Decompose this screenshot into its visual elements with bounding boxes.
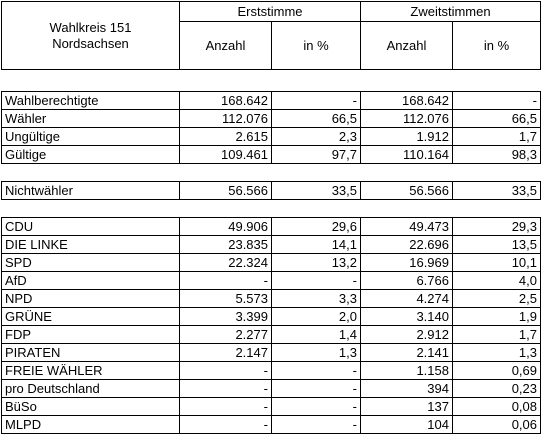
erst-percent: 14,1 bbox=[272, 236, 361, 254]
row-label: Nichtwähler bbox=[2, 182, 180, 200]
erst-percent: - bbox=[272, 380, 361, 398]
zweit-count: 110.164 bbox=[361, 146, 453, 164]
spacer-row bbox=[2, 164, 541, 182]
zweit-count: 137 bbox=[361, 398, 453, 416]
zweit-percent: 10,1 bbox=[453, 254, 541, 272]
group-header-erststimme: Erststimme bbox=[180, 2, 361, 22]
zweit-percent: 1,7 bbox=[453, 326, 541, 344]
zweit-count: 56.566 bbox=[361, 182, 453, 200]
zweit-percent: 2,5 bbox=[453, 290, 541, 308]
zweit-count: 6.766 bbox=[361, 272, 453, 290]
zweit-count: 112.076 bbox=[361, 110, 453, 128]
zweit-percent: 0,06 bbox=[453, 416, 541, 434]
erst-count: 49.906 bbox=[180, 218, 272, 236]
table-row bbox=[2, 92, 541, 110]
header-row-groups bbox=[2, 2, 541, 22]
table-row bbox=[2, 398, 541, 416]
erst-count: 2.277 bbox=[180, 326, 272, 344]
row-label: CDU bbox=[2, 218, 180, 236]
zweit-count: 1.158 bbox=[361, 362, 453, 380]
row-label: FREIE WÄHLER bbox=[2, 362, 180, 380]
erst-count: 5.573 bbox=[180, 290, 272, 308]
erst-percent: 3,3 bbox=[272, 290, 361, 308]
erst-count: 3.399 bbox=[180, 308, 272, 326]
election-results-table bbox=[1, 1, 541, 434]
table-row bbox=[2, 308, 541, 326]
zweit-percent: 0,23 bbox=[453, 380, 541, 398]
table-row bbox=[2, 254, 541, 272]
zweit-percent: - bbox=[453, 92, 541, 110]
erst-percent: 1,3 bbox=[272, 344, 361, 362]
erst-percent: - bbox=[272, 416, 361, 434]
constituency-title-line2: Nordsachsen bbox=[52, 35, 129, 51]
erst-percent: - bbox=[272, 92, 361, 110]
zweit-percent: 98,3 bbox=[453, 146, 541, 164]
row-label: PIRATEN bbox=[2, 344, 180, 362]
group-header-zweitstimmen: Zweitstimmen bbox=[361, 2, 541, 22]
erst-percent: 2,0 bbox=[272, 308, 361, 326]
erst-count: - bbox=[180, 398, 272, 416]
erst-percent: 2,3 bbox=[272, 128, 361, 146]
zweit-percent: 0,69 bbox=[453, 362, 541, 380]
row-label: Gültige bbox=[2, 146, 180, 164]
erst-count: - bbox=[180, 380, 272, 398]
row-label: SPD bbox=[2, 254, 180, 272]
erst-count: 168.642 bbox=[180, 92, 272, 110]
row-label: NPD bbox=[2, 290, 180, 308]
erst-percent: 13,2 bbox=[272, 254, 361, 272]
table-row bbox=[2, 218, 541, 236]
erst-percent: - bbox=[272, 362, 361, 380]
row-label: MLPD bbox=[2, 416, 180, 434]
table-row bbox=[2, 236, 541, 254]
zweit-count: 3.140 bbox=[361, 308, 453, 326]
table-row bbox=[2, 272, 541, 290]
zweit-percent: 33,5 bbox=[453, 182, 541, 200]
zweit-count: 394 bbox=[361, 380, 453, 398]
col-header-zweit-percent: in % bbox=[453, 22, 541, 70]
table-row bbox=[2, 326, 541, 344]
zweit-count: 49.473 bbox=[361, 218, 453, 236]
zweit-count: 22.696 bbox=[361, 236, 453, 254]
zweit-percent: 29,3 bbox=[453, 218, 541, 236]
erst-percent: 66,5 bbox=[272, 110, 361, 128]
row-label: GRÜNE bbox=[2, 308, 180, 326]
table-row bbox=[2, 128, 541, 146]
zweit-count: 168.642 bbox=[361, 92, 453, 110]
erst-count: 109.461 bbox=[180, 146, 272, 164]
table-header bbox=[2, 2, 541, 70]
erst-count: 23.835 bbox=[180, 236, 272, 254]
col-header-erst-count: Anzahl bbox=[180, 22, 272, 70]
row-label: Wahlberechtigte bbox=[2, 92, 180, 110]
table-row bbox=[2, 146, 541, 164]
spacer-row bbox=[2, 70, 541, 92]
erst-count: 56.566 bbox=[180, 182, 272, 200]
row-label: FDP bbox=[2, 326, 180, 344]
zweit-count: 2.141 bbox=[361, 344, 453, 362]
erst-count: 2.147 bbox=[180, 344, 272, 362]
zweit-count: 1.912 bbox=[361, 128, 453, 146]
erst-percent: 97,7 bbox=[272, 146, 361, 164]
zweit-percent: 1,9 bbox=[453, 308, 541, 326]
table-row bbox=[2, 416, 541, 434]
erst-percent: 29,6 bbox=[272, 218, 361, 236]
table-row bbox=[2, 290, 541, 308]
zweit-count: 104 bbox=[361, 416, 453, 434]
row-label: DIE LINKE bbox=[2, 236, 180, 254]
table-row bbox=[2, 182, 541, 200]
erst-percent: - bbox=[272, 272, 361, 290]
row-label: pro Deutschland bbox=[2, 380, 180, 398]
zweit-percent: 66,5 bbox=[453, 110, 541, 128]
table-body bbox=[2, 70, 541, 434]
erst-count: - bbox=[180, 362, 272, 380]
table-row bbox=[2, 362, 541, 380]
erst-count: 2.615 bbox=[180, 128, 272, 146]
zweit-percent: 1,7 bbox=[453, 128, 541, 146]
table-row bbox=[2, 344, 541, 362]
zweit-count: 2.912 bbox=[361, 326, 453, 344]
col-header-zweit-count: Anzahl bbox=[361, 22, 453, 70]
erst-count: - bbox=[180, 272, 272, 290]
erst-percent: - bbox=[272, 398, 361, 416]
table-row bbox=[2, 380, 541, 398]
erst-count: - bbox=[180, 416, 272, 434]
constituency-title-line1: Wahlkreis 151 bbox=[49, 19, 132, 35]
zweit-percent: 4,0 bbox=[453, 272, 541, 290]
zweit-percent: 13,5 bbox=[453, 236, 541, 254]
table-row bbox=[2, 110, 541, 128]
zweit-percent: 0,08 bbox=[453, 398, 541, 416]
zweit-count: 16.969 bbox=[361, 254, 453, 272]
col-header-erst-percent: in % bbox=[272, 22, 361, 70]
zweit-percent: 1,3 bbox=[453, 344, 541, 362]
erst-count: 22.324 bbox=[180, 254, 272, 272]
row-label: BüSo bbox=[2, 398, 180, 416]
erst-percent: 1,4 bbox=[272, 326, 361, 344]
erst-count: 112.076 bbox=[180, 110, 272, 128]
row-label: AfD bbox=[2, 272, 180, 290]
spacer-row bbox=[2, 200, 541, 218]
constituency-title bbox=[2, 2, 180, 70]
zweit-count: 4.274 bbox=[361, 290, 453, 308]
row-label: Wähler bbox=[2, 110, 180, 128]
row-label: Ungültige bbox=[2, 128, 180, 146]
erst-percent: 33,5 bbox=[272, 182, 361, 200]
